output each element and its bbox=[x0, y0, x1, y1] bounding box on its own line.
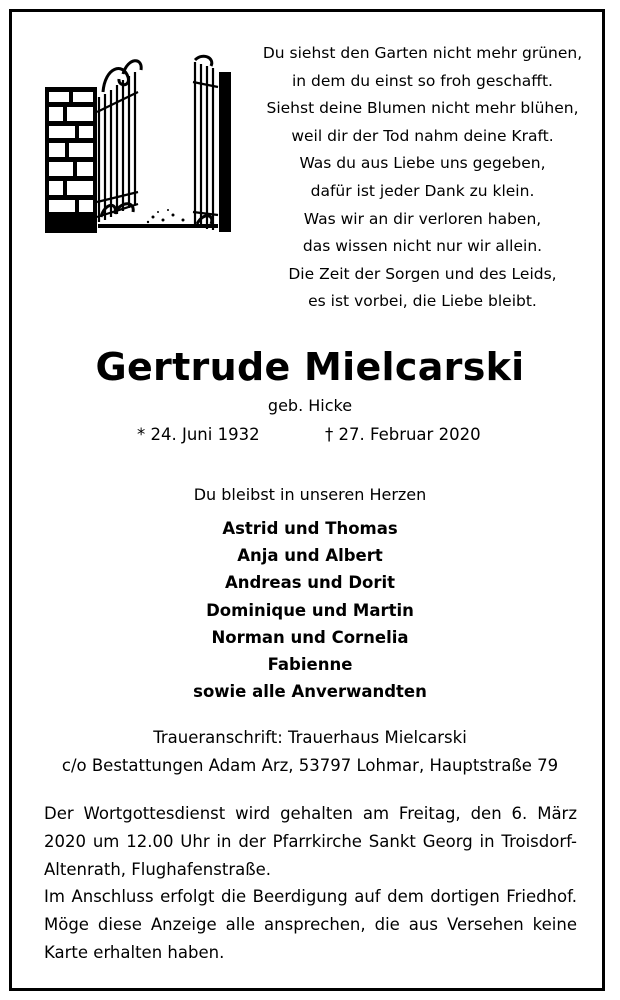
mourners-intro: Du bleibst in unseren Herzen bbox=[193, 485, 427, 504]
poem-line: Die Zeit der Sorgen und des Leids, bbox=[288, 264, 557, 283]
mourner-name: Fabienne bbox=[267, 655, 353, 675]
birth-name: geb. Hicke bbox=[267, 396, 353, 415]
service-line: Im Anschluss erfolgt die Beerdigung auf dem dortigen Friedhof. bbox=[44, 887, 577, 907]
death-date: † 27. Februar 2020 bbox=[325, 425, 481, 444]
poem-line: dafür ist jeder Dank zu klein. bbox=[310, 181, 535, 200]
poem-line: weil dir der Tod nahm deine Kraft. bbox=[291, 126, 554, 145]
mourning-address bbox=[0, 724, 620, 780]
service-line: Möge diese Anzeige alle ansprechen, die aus Versehen keine bbox=[44, 915, 577, 935]
poem-line: das wissen nicht nur wir allein. bbox=[302, 237, 543, 256]
mourner-name: Norman und Cornelia bbox=[211, 627, 409, 647]
poem bbox=[255, 40, 590, 316]
poem-line: Was wir an dir verloren haben, bbox=[303, 209, 542, 228]
service-line: Der Wortgottesdienst wird gehalten am Freitag, den 6. März bbox=[44, 804, 577, 823]
mourner-name: Anja und Albert bbox=[237, 546, 383, 566]
mourner-name: sowie alle Anverwandten bbox=[193, 682, 427, 702]
poem-line: Du siehst den Garten nicht mehr grünen, bbox=[262, 44, 583, 62]
poem-line: in dem du einst so froh geschafft. bbox=[292, 71, 553, 90]
address-line: c/o Bestattungen Adam Arz, 53797 Lohmar, Hauptstraße 79 bbox=[61, 756, 559, 775]
poem-line: Was du aus Liebe uns gegeben, bbox=[299, 154, 546, 173]
service-line: Karte erhalten haben. bbox=[44, 942, 225, 962]
poem-line: es ist vorbei, die Liebe bleibt. bbox=[308, 292, 537, 311]
mourner-name: Dominique und Martin bbox=[206, 600, 414, 620]
deceased-name: Gertrude Mielcarski bbox=[95, 345, 525, 389]
birth-date: * 24. Juni 1932 bbox=[137, 425, 260, 444]
address-line: Traueranschrift: Trauerhaus Mielcarski bbox=[153, 728, 467, 747]
mourner-name: Andreas und Dorit bbox=[224, 573, 396, 593]
service-information bbox=[44, 800, 577, 967]
service-line: Altenrath, Flughafenstraße. bbox=[44, 859, 272, 879]
garden-gate-illustration bbox=[43, 52, 233, 235]
service-line: 2020 um 12.00 Uhr in der Pfarrkirche Sankt Georg in Troisdorf- bbox=[44, 831, 577, 851]
mourners-list bbox=[0, 515, 620, 705]
mourner-name: Astrid und Thomas bbox=[222, 519, 398, 538]
poem-line: Siehst deine Blumen nicht mehr blühen, bbox=[266, 99, 579, 118]
